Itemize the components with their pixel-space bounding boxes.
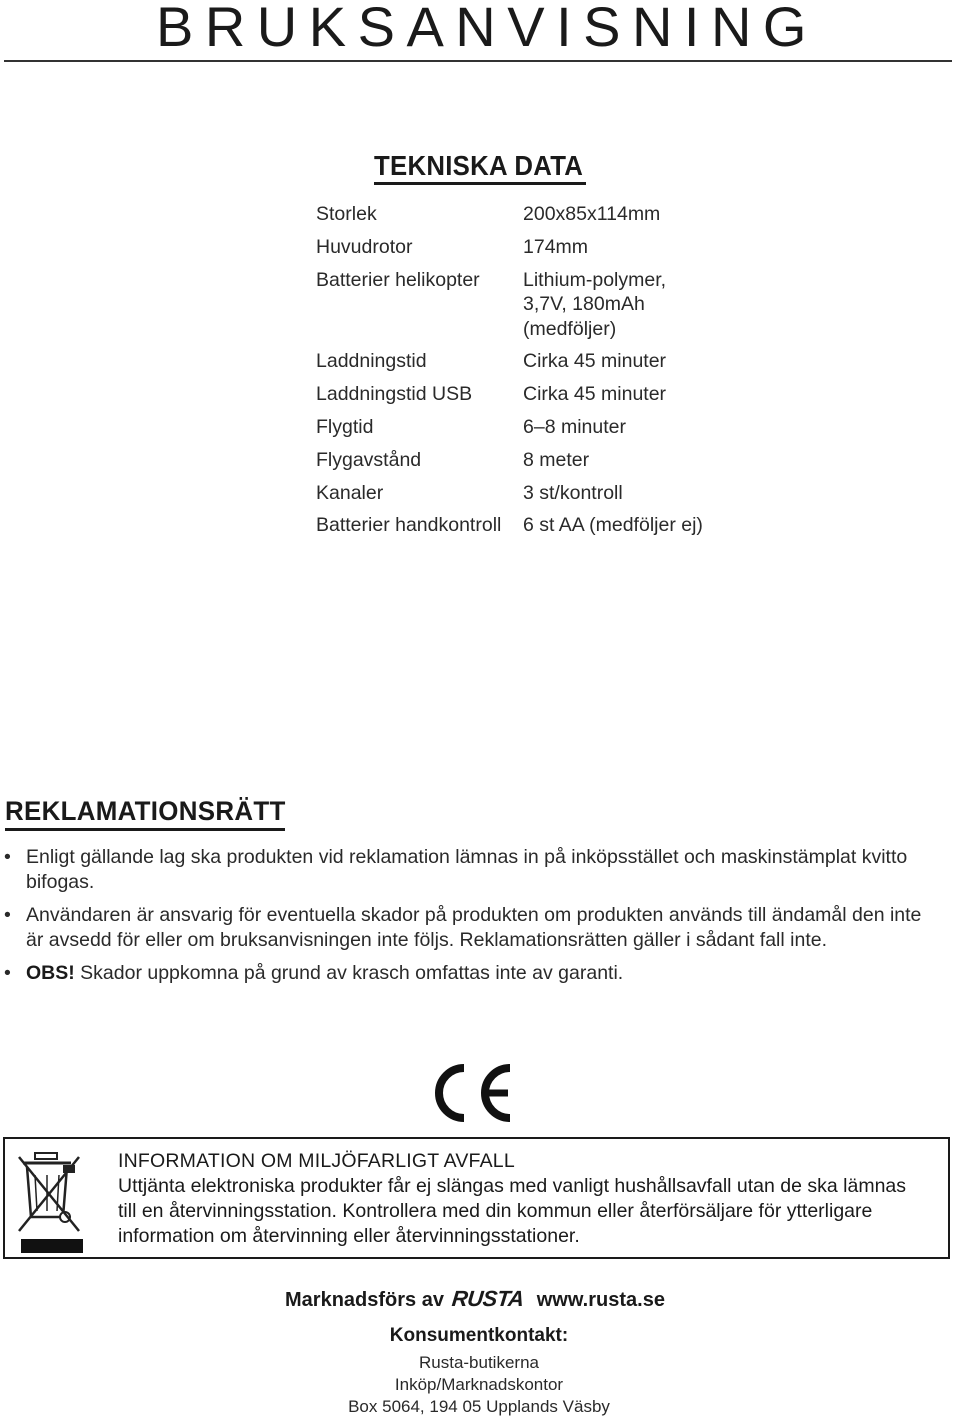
spec-value: 200x85x114mm (523, 203, 661, 225)
contact-line: Box 5064, 194 05 Upplands Väsby (348, 1397, 610, 1416)
warranty-list (0, 845, 930, 995)
spec-value: 8 meter (523, 448, 590, 471)
technical-data-underline (374, 182, 586, 185)
spec-row (316, 448, 703, 481)
technical-data-table (316, 202, 703, 546)
warranty-item-text: Enligt gällande lag ska produkten vid reklamation lämnas in på inköpsstället och maskinstämplat kvitto bifogas. (26, 846, 908, 893)
consumer-contact-heading: Konsumentkontakt: (389, 1325, 569, 1346)
obs-label: OBS! (26, 962, 75, 984)
bullet-icon: • (4, 962, 11, 984)
title-divider (4, 60, 952, 62)
contact-line: Inköp/Marknadskontor (394, 1375, 564, 1394)
warranty-item-text: Användaren är ansvarig för eventuella skador på produkten om produkten används till ändamål den inte är avsedd för eller om bruksanvisningen inte följs. Reklamationsrätten gäller i sådant fall inte. (26, 904, 922, 951)
spec-value: 6 st AA (medföljer ej) (523, 514, 703, 537)
warranty-item-text: Skador uppkomna på grund av krasch omfattas inte av garanti. (74, 962, 624, 984)
spec-row (316, 349, 703, 382)
warranty-heading: REKLAMATIONSRÄTT (5, 796, 286, 826)
spec-label: Flygtid (316, 415, 374, 438)
ce-mark-icon (428, 1062, 514, 1124)
marketing-line (285, 1285, 665, 1314)
spec-row (316, 202, 703, 235)
spec-row (316, 513, 703, 546)
environment-info-text-block (118, 1149, 918, 1249)
spec-value: Lithium-polymer, 3,7V, 180mAh (medföljer) (523, 268, 667, 340)
spec-row (316, 415, 703, 448)
spec-row (316, 268, 703, 350)
website-link[interactable]: www.rusta.se (536, 1289, 665, 1311)
spec-row (316, 382, 703, 415)
spec-value: Cirka 45 minuter (523, 350, 667, 373)
crossed-out-wheelie-bin-icon (13, 1145, 87, 1255)
spec-label: Storlek (316, 203, 377, 225)
environment-info-box (3, 1137, 950, 1259)
spec-label: Flygavstånd (316, 448, 422, 471)
consumer-contact-address (0, 1352, 958, 1418)
page-title: BRUKSANVISNING (156, 0, 818, 58)
spec-label: Batterier handkontroll (316, 514, 502, 537)
spec-row (316, 235, 703, 268)
bullet-icon: • (4, 846, 11, 868)
spec-label: Laddningstid (316, 350, 427, 373)
rusta-logo: RUSTA (450, 1286, 525, 1311)
contact-line: Rusta-butikerna (418, 1353, 539, 1372)
warranty-item (0, 845, 930, 894)
spec-row (316, 481, 703, 514)
marketed-by-label: Marknadsförs av (285, 1289, 444, 1311)
spec-value: 3 st/kontroll (523, 481, 623, 504)
spec-value: 174mm (523, 235, 589, 258)
environment-info-text: Uttjänta elektroniska produkter får ej slängas med vanligt hushållsavfall utan de ska lämnas till en återvinningsstation. Kontrollera med din kommun eller återförsäljare för ytterligare information om återvinning eller återvinningsstationer. (118, 1175, 907, 1247)
environment-info-heading: INFORMATION OM MILJÖFARLIGT AVFALL (118, 1150, 515, 1172)
spec-label: Kanaler (316, 481, 384, 504)
spec-label: Batterier helikopter (316, 268, 480, 291)
spec-label: Huvudrotor (316, 235, 413, 258)
spec-value: 6–8 minuter (523, 415, 626, 438)
spec-label: Laddningstid USB (316, 383, 473, 406)
warranty-underline (5, 828, 285, 831)
spec-value: Cirka 45 minuter (523, 383, 667, 406)
bullet-icon: • (4, 904, 11, 926)
warranty-item (0, 961, 930, 986)
warranty-item (0, 903, 930, 952)
technical-data-heading: TEKNISKA DATA (374, 150, 584, 181)
